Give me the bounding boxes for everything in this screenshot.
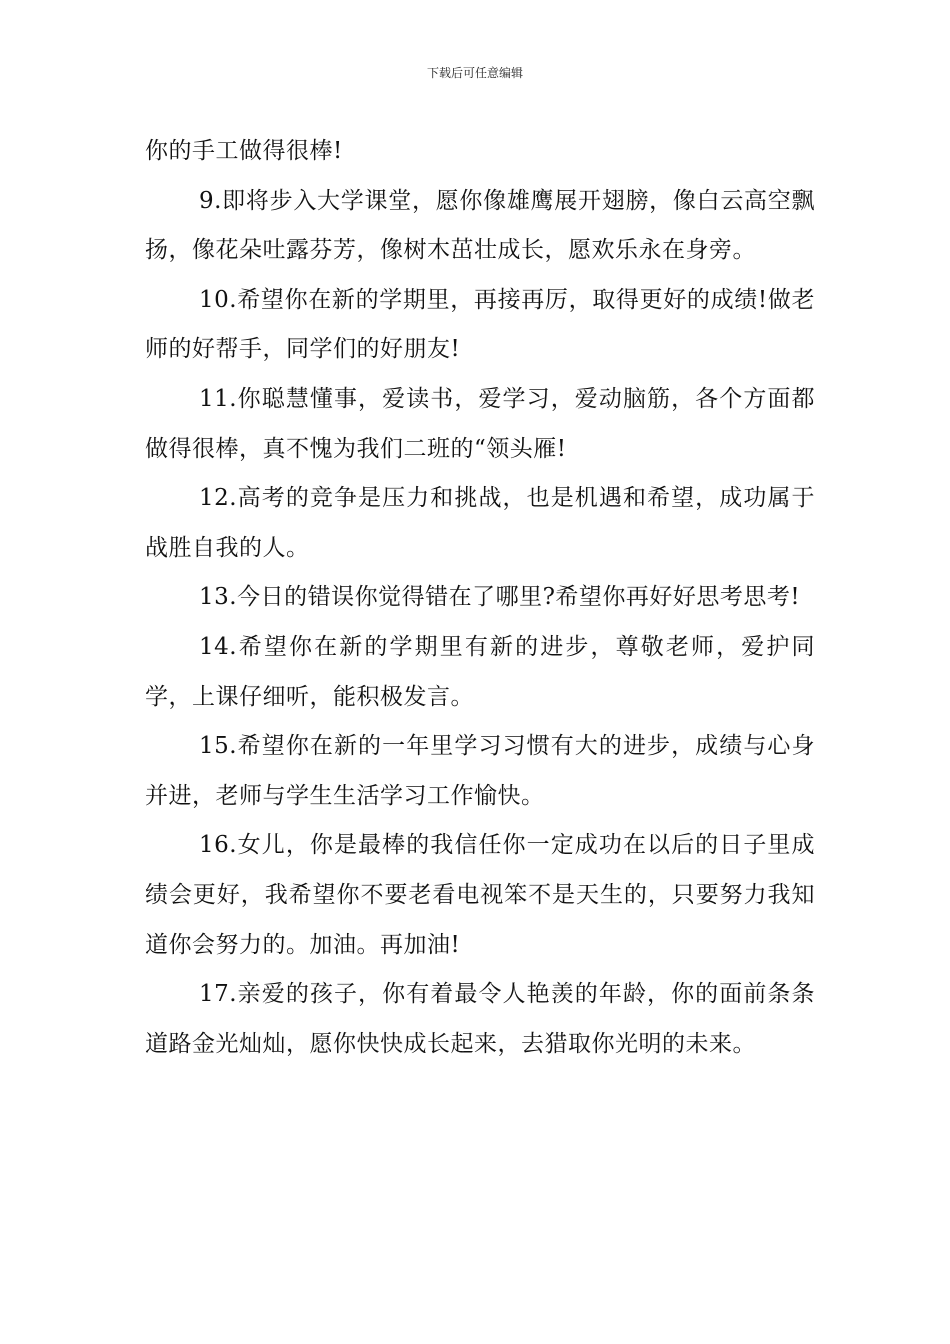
paragraph-item-12: 12.高考的竞争是压力和挑战，也是机遇和希望，成功属于战胜自我的人。 — [145, 485, 815, 561]
paragraph-item-14: 14.希望你在新的学期里有新的进步，尊敬老师，爱护同学，上课仔细听，能积极发言。 — [145, 633, 815, 710]
paragraph-item-13: 13.今日的错误你觉得错在了哪里?希望你再好好思考思考! — [199, 584, 801, 611]
paragraph-item-9: 9.即将步入大学课堂，愿你像雄鹰展开翅膀，像白云高空飘扬，像花朵吐露芬芳，像树木茁壮成长，愿欢乐永在身旁。 — [145, 187, 815, 264]
paragraph-item-17: 17.亲爱的孩子，你有着最令人艳羡的年龄，你的面前条条道路金光灿灿，愿你快快成长起来，去猎取你光明的未来。 — [145, 981, 815, 1057]
paragraph-item-11: 11.你聪慧懂事，爱读书，爱学习，爱动脑筋，各个方面都做得很棒，真不愧为我们二班的“领头雁! — [145, 385, 815, 462]
page-header: 下载后可任意编辑 — [426, 66, 523, 80]
document-body — [145, 127, 815, 1069]
paragraph-item-10: 10.希望你在新的学期里，再接再厉，取得更好的成绩!做老师的好帮手，同学们的好朋友! — [145, 286, 815, 363]
paragraph-item-16: 16.女儿，你是最棒的我信任你一定成功在以后的日子里成绩会更好，我希望你不要老看电视笨不是天生的，只要努力我知道你会努力的。加油。再加油! — [145, 832, 815, 958]
paragraph-item-15: 15.希望你在新的一年里学习习惯有大的进步，成绩与心身并进，老师与学生生活学习工作愉快。 — [145, 733, 815, 809]
paragraph-continuation: 你的手工做得很棒! — [145, 138, 343, 164]
